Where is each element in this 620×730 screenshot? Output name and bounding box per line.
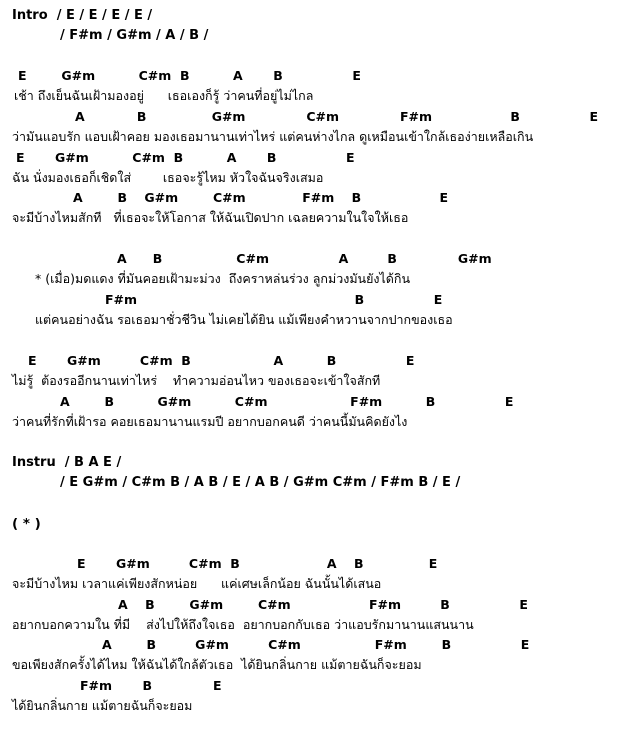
outro-chords-2: A B G#m C#m F#m B E [118,597,528,612]
instru-line-1: Instru / B A E / [12,455,122,470]
outro-lyrics-3: ขอเพียงสักครั้งได้ไหม ให้ฉันได้ใกล้ตัวเธอ ได้ยินกลิ่นกาย แม้ตายฉันก็จะยอม [12,657,422,672]
verse1-chords-1: E G#m C#m B A B E [18,68,361,83]
verse1-lyrics-2: ว่ามันแอบรัก แอบเฝ้าคอย มองเธอมานานเท่าไหร่ แต่คนห่างไกล ดูเหมือนเข้าใกล้เธอง่ายเหลือเกิน [12,129,534,144]
intro-line-1: Intro / E / E / E / E / [12,8,153,23]
chorus-chords-1: A B C#m A B G#m [117,251,492,266]
outro-chords-4: F#m B E [80,678,222,693]
instru-line-2: / E G#m / C#m B / A B / E / A B / G#m C#m / F#m B / E / [60,475,461,490]
intro-line-2: / F#m / G#m / A / B / [60,28,209,43]
verse2-chords-2: A B G#m C#m F#m B E [60,394,514,409]
verse1-lyrics-1: เช้า ถึงเย็นฉันเฝ้ามองอยู่ เธอเองก็รู้ ว่าคนที่อยู่ไม่ไกล [14,88,314,103]
verse1-lyrics-3: ฉัน นั่งมองเธอก็เชิดใส่ เธอจะรู้ไหม หัวใจฉันจริงเสมอ [12,170,324,185]
verse1-chords-3: E G#m C#m B A B E [16,150,355,165]
verse2-lyrics-1: ไม่รู้ ต้องรออีกนานเท่าไหร่ ทำความอ่อนไหว ของเธอจะเข้าใจสักที [12,373,381,388]
chorus-chords-2: F#m B E [105,292,443,307]
verse2-lyrics-2: ว่าคนที่รักที่เฝ้ารอ คอยเธอมานานแรมปี อยากบอกคนดี ว่าคนนี้มันคิดยังไง [12,414,408,429]
outro-chords-3: A B G#m C#m F#m B E [102,637,530,652]
verse1-chords-4: A B G#m C#m F#m B E [73,190,449,205]
chorus-lyrics-2: แต่คนอย่างฉัน รอเธอมาชั่วชีวิน ไม่เคยได้ยิน แม้เพียงคำหวานจากปากของเธอ [35,312,453,327]
outro-chords-1: E G#m C#m B A B E [77,556,438,571]
verse2-chords-1: E G#m C#m B A B E [28,353,415,368]
repeat-chorus-marker: ( * ) [12,516,41,532]
chorus-lyrics-1: * (เมื่อ)มดแดง ที่มันคอยเฝ้ามะม่วง ถึงคราหล่นร่วง ลูกม่วงมันยังได้กิน [35,271,411,286]
verse1-chords-2: A B G#m C#m F#m B E [75,109,599,124]
outro-lyrics-1: จะมีบ้างไหม เวลาแค่เพียงสักหน่อย แค่เศษเล็กน้อย ฉันนั้นได้เสนอ [12,576,382,591]
verse1-lyrics-4: จะมีบ้างไหมสักที ที่เธอจะให้โอกาส ให้ฉันเปิดปาก เฉลยความในใจให้เธอ [12,210,409,225]
outro-lyrics-4: ได้ยินกลิ่นกาย แม้ตายฉันก็จะยอม [12,698,193,713]
outro-lyrics-2: อยากบอกความใน ที่มี ส่งไปให้ถึงใจเธอ อยากบอกกับเธอ ว่าแอบรักมานานแสนนาน [12,617,474,632]
